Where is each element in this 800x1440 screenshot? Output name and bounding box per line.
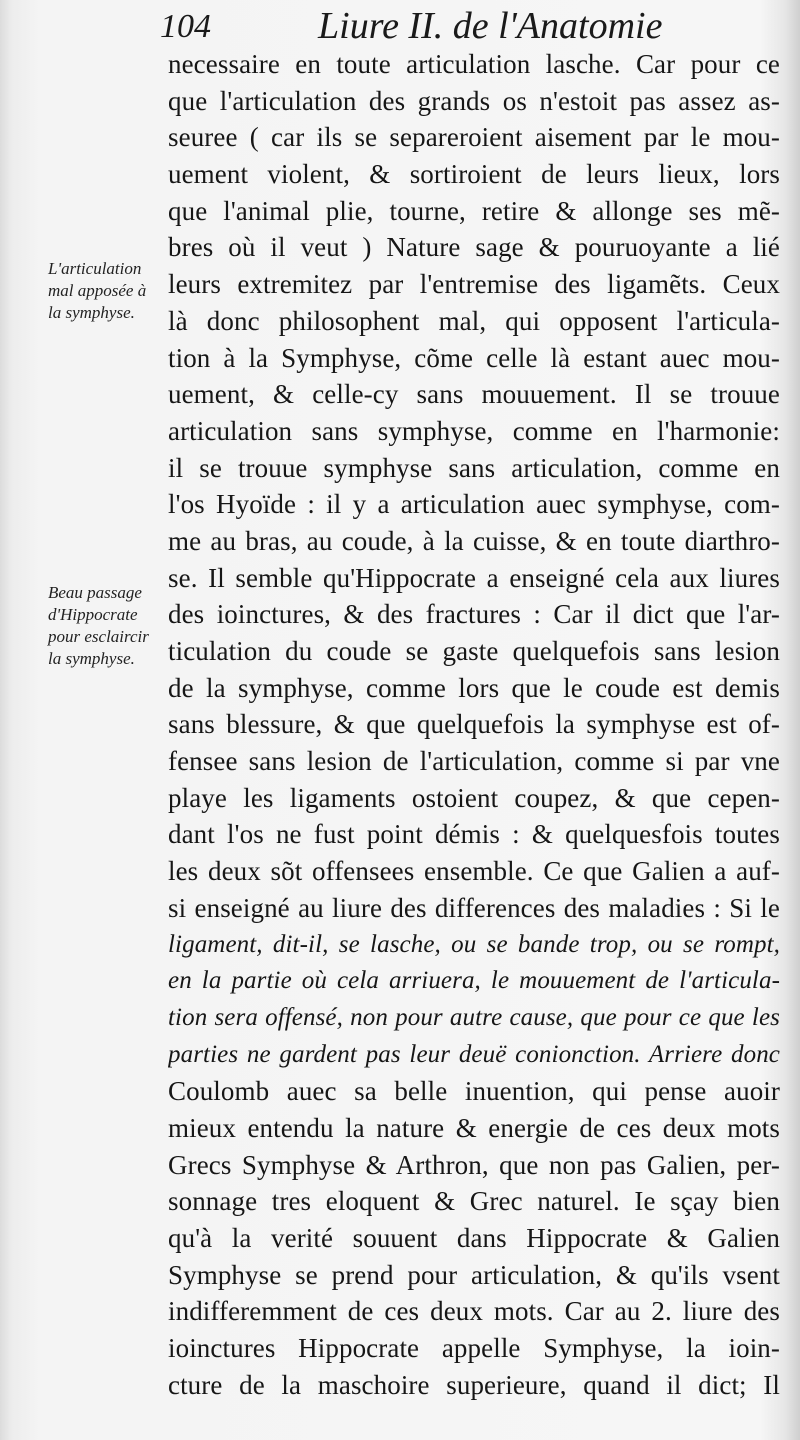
text-line: bres où il veut ) Nature sage & pouruoyante a lié (168, 232, 780, 263)
text-line: me au bras, au coude, à la cuisse, & en toute diarthro- (168, 525, 780, 556)
text-line: sonnage tres eloquent & Grec naturel. Ie sçay bien (168, 1186, 780, 1217)
text-line: mieux entendu la nature & energie de ces deux mots (168, 1112, 780, 1143)
text-line: indifferemment de ces deux mots. Car au 2. liure des (168, 1296, 780, 1327)
text-line: si enseigné au liure des differences des maladies : Si le (168, 892, 780, 923)
text-line: dant l'os ne fust point démis : & quelquesfois toutes (168, 819, 780, 850)
text-line: articulation sans symphyse, comme en l'harmonie: (168, 415, 780, 446)
text-line: sans blessure, & que quelquefois la symphyse est of- (168, 709, 780, 740)
marginal-note-line: Beau passage (48, 583, 142, 602)
text-line: de la symphyse, comme lors que le coude est demis (168, 672, 780, 703)
text-line: fensee sans lesion de l'articulation, comme si par vne (168, 746, 780, 777)
marginal-note-line: L'articulation (48, 259, 142, 278)
marginal-note-line: mal apposée à (48, 281, 147, 300)
text-line: il se trouue symphyse sans articulation, comme en (168, 452, 780, 483)
text-line: se. Il semble qu'Hippocrate a enseigné cela aux liures (168, 562, 780, 593)
text-line: uement, & celle-cy sans mouuement. Il se trouue (168, 379, 780, 410)
marginal-note (48, 582, 173, 670)
marginal-note (48, 258, 173, 324)
text-line: cture de la maschoire superieure, quand il dict; Il (168, 1369, 780, 1400)
text-line: parties ne gardent pas leur deuë conionction. Arriere donc (168, 1040, 780, 1068)
marginal-note-line: la symphyse. (48, 303, 135, 322)
marginal-note-line: pour esclaircir (48, 627, 149, 646)
text-line: les deux sõt offensees ensemble. Ce que Galien a auf- (168, 856, 780, 887)
body-text (168, 46, 780, 1403)
marginal-note-line: d'Hippocrate (48, 605, 138, 624)
text-line: que l'articulation des grands os n'estoit pas assez as- (168, 85, 780, 116)
page-number: 104 (160, 8, 211, 45)
text-line: ligament, dit-il, se lasche, ou se bande trop, ou se rompt, (168, 930, 780, 958)
text-line: ticulation du coude se gaste quelquefois sans lesion (168, 636, 780, 666)
text-line: ioinctures Hippocrate appelle Symphyse, la ioin- (168, 1333, 780, 1364)
text-line: Grecs Symphyse & Arthron, que non pas Galien, per- (168, 1149, 780, 1180)
text-line: en la partie où cela arriuera, le mouuement de l'articula- (168, 967, 780, 995)
text-line: des ioinctures, & des fractures : Car il dict que l'ar- (168, 599, 780, 630)
text-line: l'os Hyoïde : il y a articulation auec symphyse, com- (168, 489, 780, 520)
running-head: Liure II. de l'Anatomie (318, 5, 663, 47)
text-line: leurs extremitez par l'entremise des ligamẽts. Ceux (168, 269, 780, 300)
text-line: necessaire en toute articulation lasche. Car pour ce (168, 49, 780, 79)
text-line: seuree ( car ils se separeroient aisement par le mou- (168, 122, 780, 153)
text-line: tion sera offensé, non pour autre cause, que pour ce que les (168, 1003, 780, 1031)
text-line: qu'à la verité souuent dans Hippocrate & Galien (168, 1223, 780, 1253)
text-line: tion à la Symphyse, cõme celle là estant auec mou- (168, 342, 780, 373)
text-line: Coulomb auec sa belle inuention, qui pense auoir (168, 1076, 780, 1107)
text-line: là donc philosophent mal, qui opposent l'articula- (168, 305, 780, 336)
text-line: Symphyse se prend pour articulation, & qu'ils vsent (168, 1259, 780, 1290)
text-line: uement violent, & sortiroient de leurs lieux, lors (168, 159, 780, 190)
text-line: que l'animal plie, tourne, retire & allonge ses mẽ- (168, 195, 780, 226)
text-line: playe les ligaments ostoient coupez, & que cepen- (168, 782, 780, 813)
marginal-note-line: la symphyse. (48, 649, 135, 668)
